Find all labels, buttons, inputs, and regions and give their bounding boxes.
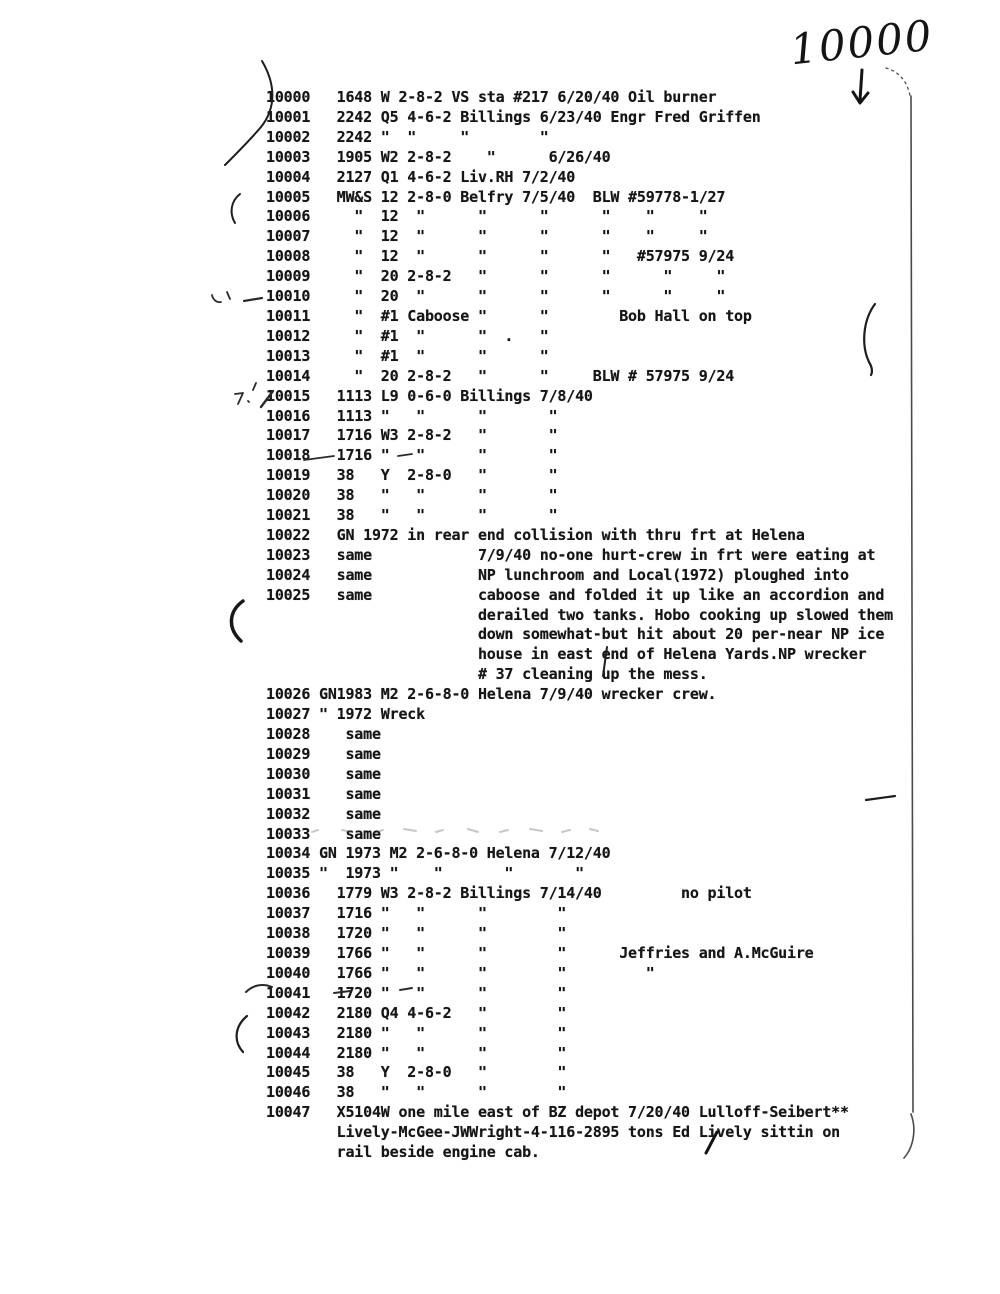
strike-yards-y (603, 647, 607, 676)
log-line: 10011 " #1 Caboose " " Bob Hall on top (266, 306, 752, 325)
log-line: derailed two tanks. Hobo cooking up slowed them (266, 605, 893, 624)
log-line: 10000 1648 W 2-8-2 VS sta #217 6/20/40 Oil burner (266, 88, 717, 106)
log-line: # 37 cleaning up the mess. (266, 665, 708, 684)
log-line: 10039 1766 " " " " Jeffries and A.McGuire (266, 943, 814, 962)
log-line: 10014 " 20 2-8-2 " " BLW # 57975 9/24 (266, 366, 735, 385)
margin-dashes-10018 (304, 454, 412, 460)
log-line: 10010 " 20 " " " " " " (266, 287, 726, 306)
log-line: 10032 same (266, 804, 381, 823)
log-line: 10005 MW&S 12 2-8-0 Belfry 7/5/40 BLW #59778-1/27 (266, 187, 726, 206)
log-line: 10026 GN1983 M2 2-6-8-0 Helena 7/9/40 wrecker crew. (266, 685, 717, 704)
log-line: 10042 2180 Q4 4-6-2 " " (266, 1003, 567, 1022)
log-line: 10012 " #1 " " . " (266, 326, 549, 345)
log-line: Lively-McGee-JWWright-4-116-2895 tons Ed Lively sittin on (266, 1123, 840, 1142)
log-line: 10037 1716 " " " " (266, 904, 567, 923)
log-line: 10013 " #1 " " " (266, 346, 549, 365)
down-arrow-icon (853, 70, 868, 103)
margin-paren-10005 (232, 194, 240, 223)
slash-mark-10047 (706, 1132, 717, 1153)
log-line: 10016 1113 " " " " (266, 406, 558, 425)
log-line: 10043 2180 " " " " (266, 1023, 567, 1042)
log-line: 10029 same (266, 744, 381, 763)
log-line: 10021 38 " " " " (266, 506, 558, 525)
margin-paren-10043 (237, 1016, 247, 1052)
margin-marks-10015 (235, 383, 273, 407)
handwritten-page-number: 10000 (787, 10, 936, 75)
log-line: 10002 2242 " " " " (266, 127, 549, 146)
log-line: 10035 " 1973 " " " " (266, 864, 584, 883)
log-line: 10044 2180 " " " " (266, 1043, 567, 1062)
log-line: 10001 2242 Q5 4-6-2 Billings 6/23/40 Engr Fred Griffen (266, 107, 761, 126)
margin-paren-right-10012 (864, 304, 875, 375)
log-line: 10017 1716 W3 2-8-2 " " (266, 426, 558, 445)
log-line: 10045 38 Y 2-8-0 " " (266, 1063, 567, 1082)
log-line: rail beside engine cab. (266, 1143, 540, 1162)
margin-paren-10025 (231, 601, 243, 641)
log-line: 10034 GN 1973 M2 2-6-8-0 Helena 7/12/40 (266, 844, 611, 863)
log-line: 10027 " 1972 Wreck (266, 705, 425, 724)
log-line: 10007 " 12 " " " " " " (266, 227, 708, 246)
page-edge-line (886, 68, 914, 1158)
log-line: 10025 same caboose and folded it up like an accordion and (266, 585, 885, 604)
log-line: house in east end of Helena Yards.NP wrecker (266, 645, 867, 664)
log-line: 10038 1720 " " " " (266, 924, 567, 943)
log-line: 10018 1716 " " " " (266, 446, 558, 465)
log-line: 10008 " 12 " " " " #57975 9/24 (266, 247, 735, 266)
log-line: 10030 same (266, 764, 381, 783)
margin-curve-top-left (225, 61, 272, 165)
margin-marks-10041 (246, 985, 412, 993)
log-line: 10031 same (266, 784, 381, 803)
log-line: 10023 same 7/9/40 no-one hurt-crew in frt were eating at (266, 545, 876, 564)
log-line: 10015 1113 L9 0-6-0 Billings 7/8/40 (266, 386, 593, 405)
log-line: 10009 " 20 2-8-2 " " " " " (266, 267, 726, 286)
log-line: 10047 X5104W one mile east of BZ depot 7/20/40 Lulloff-Seibert** (266, 1103, 849, 1122)
log-line: 10041 1720 " " " " (266, 983, 567, 1002)
margin-dash-right-10032 (866, 796, 895, 800)
log-line: 10040 1766 " " " " " (266, 963, 655, 982)
log-line: 10022 GN 1972 in rear end collision with thru frt at Helena (266, 525, 805, 544)
log-line: 10020 38 " " " " (266, 486, 558, 505)
margin-marks-10010 (212, 292, 262, 302)
log-line: down somewhat-but hit about 20 per-near NP ice (266, 625, 885, 644)
log-line: 10024 same NP lunchroom and Local(1972) ploughed into (266, 565, 849, 584)
log-line: 10036 1779 W3 2-8-2 Billings 7/14/40 no pilot (266, 884, 752, 903)
log-line: 10003 1905 W2 2-8-2 " 6/26/40 (266, 147, 611, 166)
log-line: 10004 2127 Q1 4-6-2 Liv.RH 7/2/40 (266, 167, 576, 186)
log-line: 10033 same (266, 824, 381, 843)
page-edge-bottom-curve (904, 1114, 914, 1158)
log-line: 10028 same (266, 725, 381, 743)
log-line: 10006 " 12 " " " " " " (266, 207, 708, 226)
smudge-10033 (312, 829, 598, 833)
log-line: 10019 38 Y 2-8-0 " " (266, 466, 558, 485)
log-line: 10046 38 " " " " (266, 1083, 567, 1102)
